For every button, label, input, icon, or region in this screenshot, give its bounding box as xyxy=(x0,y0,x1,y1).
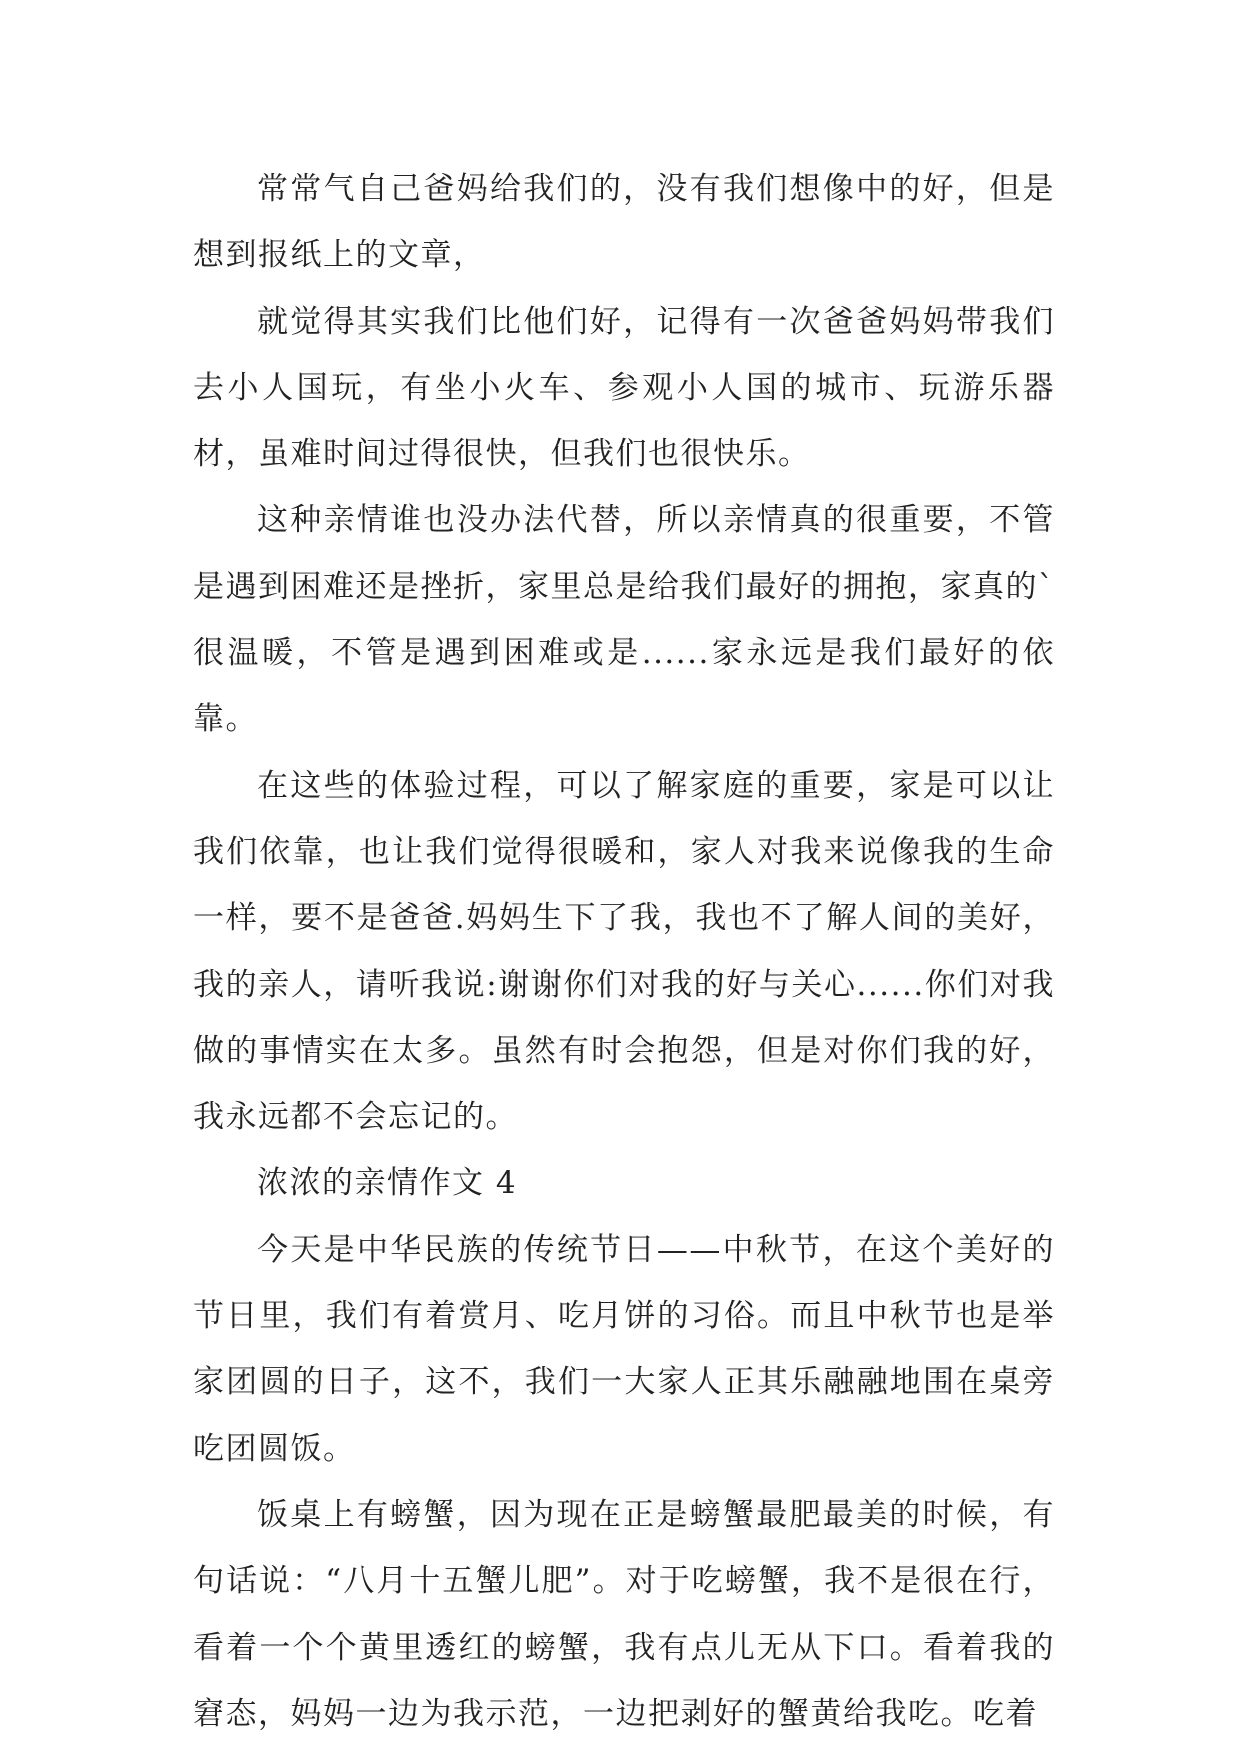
paragraph-2: 就觉得其实我们比他们好，记得有一次爸爸妈妈带我们去小人国玩，有坐小火车、参观小人国的城市、玩游乐器材，虽难时间过得很快，但我们也很快乐。 xyxy=(193,303,1055,473)
section-heading: 浓浓的亲情作文 4 xyxy=(257,1165,518,1202)
paragraph-4: 在这些的体验过程，可以了解家庭的重要，家是可以让我们依靠，也让我们觉得很暖和，家人对我来说像我的生命一样，要不是爸爸.妈妈生下了我，我也不了解人间的美好，我的亲人，请听我说:谢谢你们对我的好与关心......你们对我做的事情实在太多。虽然有时会抱怨，但是对你们我的好，我永远都不会忘记的。 xyxy=(193,767,1055,1136)
paragraph-5: 今天是中华民族的传统节日——中秋节，在这个美好的节日里，我们有着赏月、吃月饼的习俗。而且中秋节也是举家团圆的日子，这不，我们一大家人正其乐融融地围在桌旁吃团圆饭。 xyxy=(193,1231,1055,1467)
paragraph-3: 这种亲情谁也没办法代替，所以亲情真的很重要，不管是遇到困难还是挫折，家里总是给我们最好的拥抱，家真的`很温暖，不管是遇到困难或是......家永远是我们最好的依靠。 xyxy=(193,502,1055,738)
paragraph-1: 常常气自己爸妈给我们的，没有我们想像中的好，但是想到报纸上的文章， xyxy=(193,171,1055,274)
paragraph-6: 饭桌上有螃蟹，因为现在正是螃蟹最肥最美的时候，有句话说：“八月十五蟹儿肥”。对于吃螃蟹，我不是很在行，看着一个个黄里透红的螃蟹，我有点儿无从下口。看着我的窘态，妈妈一边为我示范，一边把剥好的蟹黄给我吃。吃着 xyxy=(193,1496,1055,1732)
article-body xyxy=(193,156,1055,1747)
